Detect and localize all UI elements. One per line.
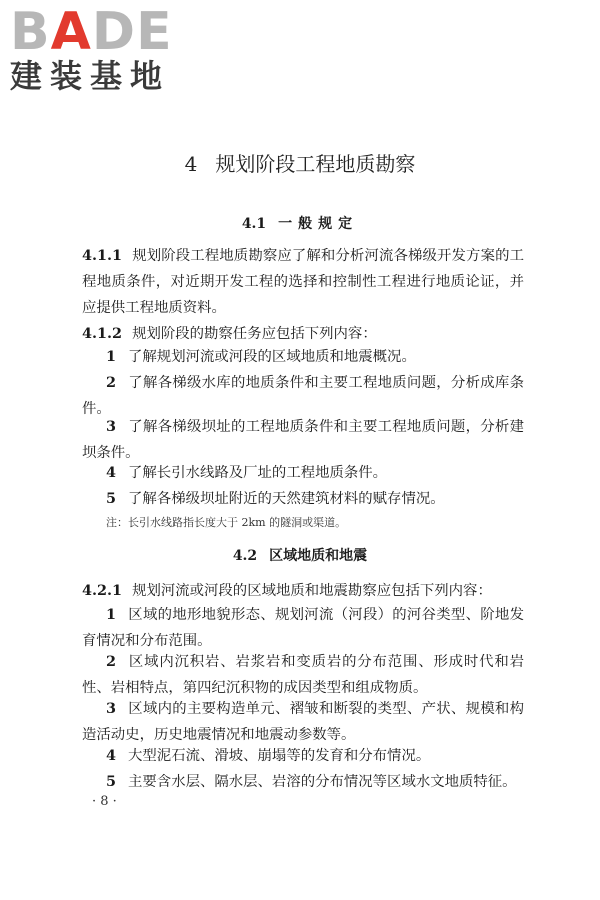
logo-letter: D [91, 2, 137, 62]
list-item [82, 649, 524, 701]
item-number: 1 [106, 348, 117, 365]
item-number: 3 [106, 700, 117, 717]
brand-logo [10, 2, 180, 95]
logo-letter: B [10, 2, 51, 62]
clause-text: 规划阶段的勘察任务应包括下列内容： [132, 326, 377, 342]
section-number: 4.2 [232, 548, 258, 564]
item-text: 了解各梯级水库的地质条件和主要工程地质问题，分析成库条件。 [82, 375, 524, 417]
item-number: 4 [106, 464, 117, 481]
page-number: · 8 · [92, 794, 117, 809]
logo-subtitle: 建装基地 [10, 57, 171, 95]
item-text: 了解规划河流或河段的区域地质和地震概况。 [128, 349, 416, 365]
item-text: 主要含水层、隔水层、岩溶的分布情况等区域水文地质特征。 [128, 774, 517, 790]
clause-number: 4.1.1 [82, 247, 123, 264]
section-heading-4-1 [0, 214, 600, 234]
list-item [82, 486, 524, 512]
clause-number: 4.2.1 [82, 582, 123, 599]
item-number: 2 [106, 653, 117, 670]
section-heading-4-2 [0, 546, 600, 566]
item-text: 大型泥石流、滑坡、崩塌等的发育和分布情况。 [128, 748, 431, 764]
logo-letter-accent: A [50, 2, 92, 62]
logo-wordmark [10, 2, 180, 62]
chapter-heading [0, 150, 600, 178]
section-number: 4.1 [241, 216, 267, 232]
item-text: 区域的地形地貌形态、规划河流（河段）的河谷类型、阶地发育情况和分布范围。 [82, 607, 524, 649]
item-number: 4 [106, 747, 117, 764]
clause-text: 规划河流或河段的区域地质和地震勘察应包括下列内容： [132, 583, 492, 599]
clause-4-1-1 [82, 243, 524, 321]
chapter-title: 规划阶段工程地质勘察 [215, 152, 416, 176]
item-text: 区域内沉积岩、岩浆岩和变质岩的分布范围、形成时代和岩性、岩相特点，第四纪沉积物的成因类型和组成物质。 [82, 654, 524, 696]
clause-text: 规划阶段工程地质勘察应了解和分析河流各梯级开发方案的工程地质条件，对近期开发工程的选择和控制性工程进行地质论证，并应提供工程地质资料。 [82, 248, 524, 316]
list-item [82, 414, 524, 466]
chapter-number: 4 [184, 152, 198, 176]
item-text: 了解各梯级坝址附近的天然建筑材料的赋存情况。 [128, 491, 445, 507]
section-title: 区域地质和地震 [269, 548, 368, 564]
item-number: 5 [106, 490, 117, 507]
logo-letter: E [136, 2, 173, 62]
list-item [82, 743, 524, 769]
item-text: 区域内的主要构造单元、褶皱和断裂的类型、产状、规模和构造活动史，历史地震情况和地震动参数等。 [82, 701, 524, 743]
footnote: 注：长引水线路指长度大于 2km 的隧洞或渠道。 [106, 516, 347, 529]
item-number: 2 [106, 374, 117, 391]
clause-4-2-1 [82, 578, 524, 604]
clause-number: 4.1.2 [82, 325, 123, 342]
section-title: 一般规定 [278, 216, 359, 232]
list-item [82, 344, 524, 370]
list-item [82, 602, 524, 654]
list-item [82, 460, 524, 486]
list-item [82, 696, 524, 748]
list-item [82, 769, 524, 795]
item-text: 了解长引水线路及厂址的工程地质条件。 [128, 465, 388, 481]
item-number: 1 [106, 606, 117, 623]
item-number: 3 [106, 418, 117, 435]
item-number: 5 [106, 773, 117, 790]
item-text: 了解各梯级坝址的工程地质条件和主要工程地质问题，分析建坝条件。 [82, 419, 524, 461]
